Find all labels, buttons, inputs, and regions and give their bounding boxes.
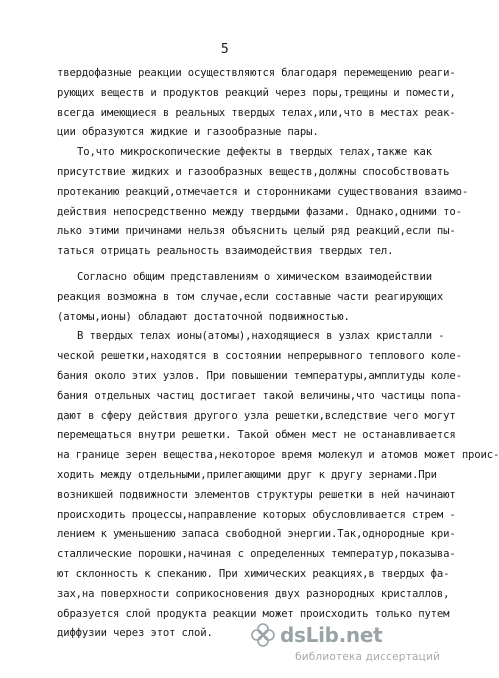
text-line: ют склонность к спеканию. При химических реакциях,в твердых фа- (57, 567, 450, 580)
text-line: происходить процессы,направление которых обусловливается стрем - (57, 508, 456, 521)
watermark-subtitle: библиотека диссертаций (295, 651, 440, 663)
body-text (57, 64, 499, 644)
text-line: (атомы,ионы) обладают достаточной подвижностью. (57, 310, 350, 323)
text-line: ции образуются жидкие и газообразные пары. (57, 126, 319, 139)
watermark-site-name: dsLib.net (280, 623, 383, 647)
text-line: таться отрицать реальность взаимодействия твердых тел. (57, 245, 394, 258)
text-line: сталлические порошки,начиная с определенных температур,показыва- (57, 548, 456, 561)
text-line: ходить между отдельными,прилегающими друг к другу зернами.При (57, 468, 437, 481)
text-line: присутствие жидких и газообразных веществ,должны способствовать (57, 165, 450, 178)
text-line: твердофазные реакции осуществляются благодаря перемещению реаги- (57, 67, 456, 79)
text-line: дают в сферу действия другого узла решетки,вследствие чего могут (57, 409, 456, 422)
text-line: перемещаться внутри решетки. Такой обмен мест не останавливается (57, 429, 456, 442)
text-line: возникшей подвижности элементов структуры решетки в ней начинают (57, 488, 456, 501)
text-line: образуется слой продукта реакции может происходить только путем (57, 607, 450, 620)
text-line: То,что микроскопические дефекты в твердых телах,также как (77, 146, 432, 159)
text-line: протеканию реакций,отмечается и сторонниками существования взаимо- (57, 185, 469, 198)
text-line: на границе зерен вещества,некоторое время молекул и атомов может проис- (57, 449, 499, 462)
page-number: 5 (220, 42, 230, 57)
text-line: диффузии через этот слой. (57, 627, 213, 640)
text-line: зах,на поверхности соприкосновения двух разнородных кристаллов, (57, 587, 450, 600)
watermark (250, 622, 440, 668)
text-line: Согласно общим представлениям о химическом взаимодействии (77, 270, 432, 283)
text-line: действия непосредственно между твердыми фазами. Однако,одними то- (57, 205, 462, 218)
text-line: лько этими причинами нельзя объяснить целый ряд реакций,если пы- (57, 225, 456, 238)
flower-logo-icon (250, 622, 276, 648)
text-line: лением к уменьшению запаса свободной энергии.Так,однородные кри- (57, 528, 456, 541)
text-line: бания около этих узлов. При повышении температуры,амплитуды коле- (57, 369, 462, 382)
text-line: ческой решетки,находятся в состоянии непрерывного теплового коле- (57, 350, 462, 363)
text-line: реакция возможна в том случае,если составные части реагирующих (57, 290, 444, 303)
text-line: бания отдельных частиц достигает такой величины,что частицы попа- (57, 389, 462, 402)
text-line: В твердых телах ионы(атомы),находящиеся в узлах кристалли - (77, 330, 445, 343)
text-line: рующих веществ и продуктов реакций через поры,трещины и помести, (57, 86, 456, 99)
text-line: всегда имеющиеся в реальных твердых телах,или,что в местах реак- (57, 106, 456, 119)
